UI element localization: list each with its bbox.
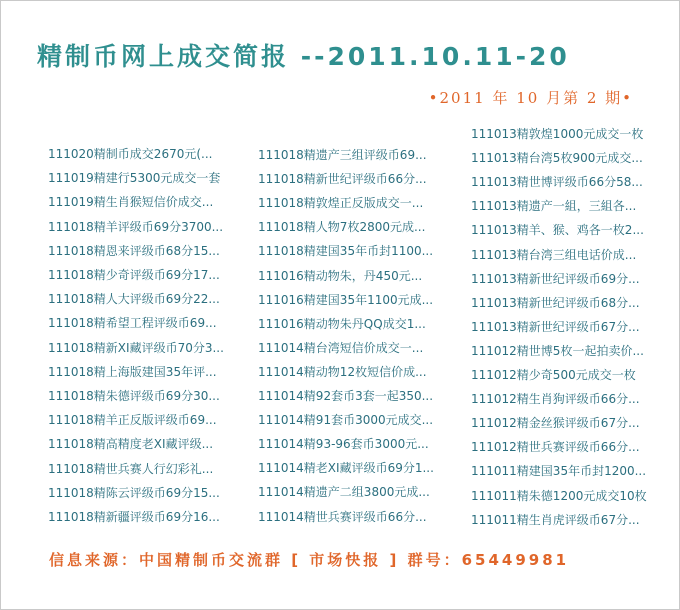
news-item[interactable]: 111018精羊正反版评级币69... [48, 413, 217, 428]
news-item[interactable]: 111018精人大评级币69分22... [48, 292, 220, 307]
news-item[interactable]: 111014精动物12枚短信价成... [258, 364, 427, 379]
news-item[interactable]: 111013精台湾5枚900元成交... [471, 151, 643, 166]
news-item[interactable]: 111012精金丝猴评级币67分... [471, 416, 640, 431]
news-item[interactable]: 111013精台湾三组电话价成... [471, 247, 637, 262]
news-item[interactable]: 111014精93-96套币3000元... [258, 437, 429, 452]
news-item[interactable]: 111012精世兵赛评级币66分... [471, 440, 640, 455]
news-item[interactable]: 111018精陈云评级币69分15... [48, 485, 220, 500]
issue-label: •2011 年 10 月第 2 期• [428, 89, 633, 107]
news-item[interactable]: 111013精新世纪评级币69分... [471, 271, 640, 286]
news-item[interactable]: 111011精朱德1200元成交10枚 [471, 488, 647, 503]
news-item[interactable]: 111013精新世纪评级币67分... [471, 319, 640, 334]
news-item[interactable]: 111016精动物朱丹QQ成交1... [258, 316, 426, 331]
news-item[interactable]: 111014精台湾短信价成交一... [258, 340, 424, 355]
news-item[interactable]: 111018精上海版建国35年评... [48, 364, 217, 379]
news-item[interactable]: 111018精敦煌正反版成交一... [258, 196, 424, 211]
news-item[interactable]: 111018精羊评级币69分3700... [48, 219, 224, 234]
news-item[interactable]: 111018精少奇评级币69分17... [48, 268, 220, 282]
news-item[interactable]: 111018精希望工程评级币69... [48, 316, 217, 331]
news-item[interactable]: 111018精遗产三组评级币69... [258, 148, 427, 162]
news-item[interactable]: 111014精遗产二组3800元成... [258, 485, 430, 500]
news-item[interactable]: 111016精建国35年1100元成... [258, 292, 434, 307]
news-item[interactable]: 111011精生肖虎评级币67分... [471, 512, 640, 527]
news-item[interactable]: 111018精恩来评级币68分15... [48, 243, 220, 258]
news-item[interactable]: 111020精制币成交2670元(... [48, 147, 213, 161]
news-item[interactable]: 111012精生肖狗评级币66分... [471, 392, 640, 407]
news-item[interactable]: 111018精新世纪评级币66分... [258, 172, 427, 187]
news-item[interactable]: 111013精羊、猴、鸡各一枚2... [471, 223, 644, 238]
news-item[interactable]: 111013精新世纪评级币68分... [471, 295, 640, 310]
news-item[interactable]: 111014精91套币3000元成交... [258, 413, 434, 428]
news-item[interactable]: 111014精世兵赛评级币66分... [258, 509, 427, 524]
news-item[interactable]: 111018精新疆评级币69分16... [48, 510, 220, 524]
news-item[interactable]: 111018精人物7枚2800元成... [258, 220, 426, 235]
news-item[interactable]: 111012精少奇500元成交一枚 [471, 368, 636, 382]
page-title: 精制币网上成交简报 --2011.10.11-20 [37, 42, 570, 71]
news-item[interactable]: 111018精新XI藏评级币70分3... [48, 340, 224, 355]
news-item[interactable]: 111018精高精度老XI藏评级... [48, 437, 214, 452]
news-item[interactable]: 111013精世博评级币66分58... [471, 175, 643, 190]
news-item[interactable]: 111018精朱德评级币69分30... [48, 389, 220, 403]
news-item[interactable]: 111019精建行5300元成交一套 [48, 171, 221, 186]
news-item[interactable]: 111019精生肖猴短信价成交... [48, 195, 214, 210]
news-item[interactable]: 111011精建国35年币封1200... [471, 464, 647, 479]
news-item[interactable]: 111014精92套币3套一起350... [258, 389, 434, 403]
news-item[interactable]: 111018精世兵赛人行幻彩礼... [48, 461, 214, 476]
news-item[interactable]: 111016精动物朱，丹450元... [258, 268, 423, 283]
news-item[interactable]: 111013精敦煌1000元成交一枚 [471, 127, 644, 141]
news-item[interactable]: 111013精遗产一組，三組各... [471, 199, 637, 214]
news-item[interactable]: 111014精老XI藏评级币69分1... [258, 461, 434, 476]
news-item[interactable]: 111012精世博5枚一起拍卖价... [471, 343, 644, 358]
news-item[interactable]: 111018精建国35年币封1100... [258, 244, 434, 259]
source-footer: 信息来源：中国精制币交流群 [ 市场快报 ] 群号：65449981 [49, 551, 570, 569]
